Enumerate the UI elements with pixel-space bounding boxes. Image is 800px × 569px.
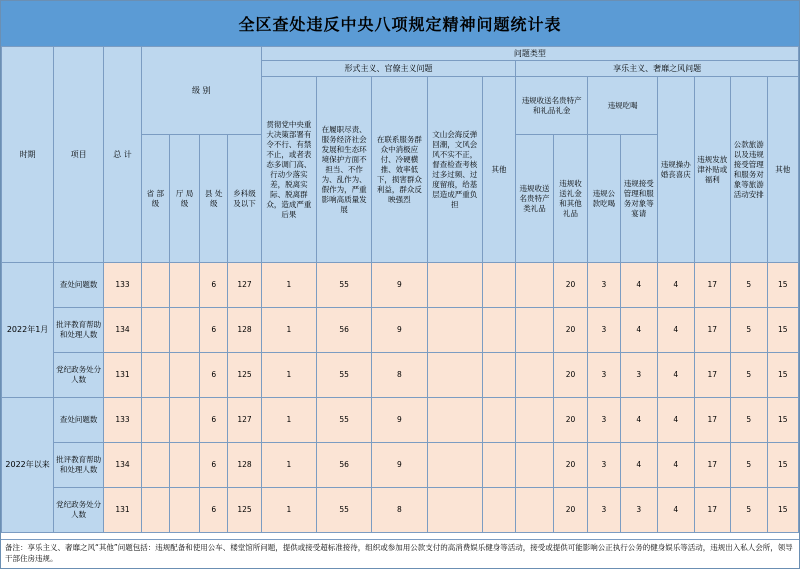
data-cell: 6 [200,263,228,308]
data-cell: 20 [553,443,587,488]
header-formalism-3: 在联系服务群众中消极应付、冷硬横推、效率低下，损害群众利益，群众反映强烈 [372,77,427,263]
header-problem-type: 问题类型 [261,47,798,61]
table-row [2,353,799,398]
data-cell [169,398,199,443]
data-cell [516,443,554,488]
header-allowances: 违规发放津补贴或福利 [694,77,731,263]
header-formalism-1: 贯彻党中央重大决策部署有令不行、有禁不止，或者表态多调门高、行动少落实差，脱离实际、脱离群众，造成严重后果 [261,77,316,263]
sheet-title: 全区查处违反中央八项规定精神问题统计表 [1,1,799,47]
data-cell: 6 [200,443,228,488]
data-cell: 4 [620,308,658,353]
data-cell: 55 [317,488,372,533]
row-item-label: 批评教育帮助和处理人数 [54,443,104,488]
data-cell: 20 [553,263,587,308]
data-cell: 15 [767,308,798,353]
data-cell: 3 [588,398,620,443]
header-weddings-funerals: 违规操办婚丧喜庆 [658,77,695,263]
data-cell [482,398,515,443]
data-cell [516,308,554,353]
data-cell: 55 [317,398,372,443]
data-cell: 3 [620,353,658,398]
data-cell: 17 [694,488,731,533]
data-cell: 3 [588,308,620,353]
data-cell: 17 [694,443,731,488]
data-cell: 4 [658,443,695,488]
period-label: 2022年以来 [2,398,54,533]
row-item-label: 查处问题数 [54,263,104,308]
header-dining-public: 违规公款吃喝 [588,135,620,263]
data-cell: 1 [261,263,316,308]
header-period: 时期 [2,47,54,263]
header-gifts-group: 违规收送名贵特产和礼品礼金 [516,77,588,135]
data-cell [141,353,169,398]
data-cell: 5 [731,443,768,488]
data-cell: 8 [372,488,427,533]
data-cell: 131 [104,488,142,533]
data-cell: 131 [104,353,142,398]
data-cell: 4 [658,398,695,443]
data-cell [482,488,515,533]
data-cell [482,308,515,353]
row-item-label: 党纪政务处分人数 [54,488,104,533]
data-cell: 5 [731,308,768,353]
data-cell: 8 [372,353,427,398]
data-cell [141,398,169,443]
row-item-label: 查处问题数 [54,398,104,443]
period-label: 2022年1月 [2,263,54,398]
table-row [2,398,799,443]
data-cell: 127 [228,263,261,308]
data-cell [427,398,482,443]
data-cell: 4 [658,353,695,398]
data-cell: 20 [553,398,587,443]
header-dining-group: 违规吃喝 [588,77,658,135]
data-cell: 4 [658,263,695,308]
header-formalism: 形式主义、官僚主义问题 [261,61,516,77]
data-cell: 15 [767,443,798,488]
data-cell: 1 [261,308,316,353]
data-cell [427,443,482,488]
data-cell: 9 [372,398,427,443]
header-level-province: 省 部 级 [141,135,169,263]
data-cell: 6 [200,398,228,443]
data-cell: 20 [553,308,587,353]
header-item: 项目 [54,47,104,263]
header-formalism-other: 其他 [482,77,515,263]
data-cell: 1 [261,398,316,443]
data-cell: 1 [261,353,316,398]
data-cell: 17 [694,308,731,353]
data-cell: 55 [317,353,372,398]
header-gifts-cash: 违规收送礼金和其他礼品 [553,135,587,263]
table-row [2,443,799,488]
header-level: 级 别 [141,47,261,135]
data-cell [141,488,169,533]
footnote: 备注：享乐主义、奢靡之风“其他”问题包括：违规配备和使用公车、楼堂馆所问题，提供或接受超标准接待，组织或参加用公款支付的高消费娱乐健身等活动，接受或提供可能影响公正执行公务的健身娱乐等活动，违规出入私人会所，领导干部住房违规。 [1,539,799,568]
header-tourism: 公款旅游以及违规接受管理和服务对象等旅游活动安排 [731,77,768,263]
data-cell [482,263,515,308]
data-cell [516,353,554,398]
data-cell: 5 [731,263,768,308]
data-cell [427,488,482,533]
data-cell [141,308,169,353]
data-cell: 6 [200,308,228,353]
data-cell [427,263,482,308]
data-cell: 9 [372,308,427,353]
header-level-township: 乡科级及以下 [228,135,261,263]
data-cell [169,353,199,398]
table-row [2,488,799,533]
data-cell [516,488,554,533]
data-cell: 20 [553,488,587,533]
table-row [2,263,799,308]
data-cell: 15 [767,488,798,533]
header-gifts-specialty: 违规收送名贵特产类礼品 [516,135,554,263]
data-cell: 15 [767,398,798,443]
data-cell: 134 [104,308,142,353]
header-total: 总 计 [104,47,142,263]
data-cell: 5 [731,353,768,398]
data-cell: 3 [588,443,620,488]
data-cell: 17 [694,398,731,443]
data-cell: 133 [104,398,142,443]
row-item-label: 党纪政务处分人数 [54,353,104,398]
data-cell [169,308,199,353]
data-cell: 17 [694,353,731,398]
data-cell: 15 [767,263,798,308]
data-cell [169,488,199,533]
data-cell: 127 [228,398,261,443]
data-cell: 3 [588,353,620,398]
data-cell: 4 [620,263,658,308]
data-cell: 134 [104,443,142,488]
data-cell: 20 [553,353,587,398]
data-cell: 4 [658,308,695,353]
data-cell: 5 [731,398,768,443]
data-cell: 1 [261,443,316,488]
data-cell: 9 [372,443,427,488]
data-cell: 17 [694,263,731,308]
data-cell [427,308,482,353]
data-cell: 56 [317,443,372,488]
data-cell [141,263,169,308]
data-cell: 133 [104,263,142,308]
row-item-label: 批评教育帮助和处理人数 [54,308,104,353]
data-cell: 128 [228,308,261,353]
data-cell [482,443,515,488]
data-cell: 9 [372,263,427,308]
data-cell: 1 [261,488,316,533]
data-cell: 4 [658,488,695,533]
header-level-county: 县 处 级 [200,135,228,263]
data-cell [516,263,554,308]
data-cell: 125 [228,488,261,533]
data-cell [169,263,199,308]
data-cell [141,443,169,488]
header-dining-banquet: 违规接受管理和服务对象等宴请 [620,135,658,263]
data-cell: 6 [200,488,228,533]
header-formalism-2: 在履职尽责、服务经济社会发展和生态环境保护方面不担当、不作为、乱作为、假作为，严重影响高质量发展 [317,77,372,263]
data-cell [169,443,199,488]
data-cell: 4 [620,443,658,488]
data-cell: 3 [620,488,658,533]
data-cell: 55 [317,263,372,308]
header-formalism-4: 文山会海反弹回潮，文风会风不实不正，督查检查考核过多过频、过度留痕，给基层造成严重负担 [427,77,482,263]
data-cell: 3 [588,263,620,308]
statistics-table [1,46,799,533]
header-level-bureau: 厅 局 级 [169,135,199,263]
header-hedonism: 享乐主义、奢靡之风问题 [516,61,799,77]
table-row [2,308,799,353]
header-hedonism-other: 其他 [767,77,798,263]
data-cell [482,353,515,398]
data-cell [427,353,482,398]
data-cell: 3 [588,488,620,533]
data-cell: 5 [731,488,768,533]
data-cell: 125 [228,353,261,398]
data-cell: 15 [767,353,798,398]
table-body [2,263,799,533]
data-cell [516,398,554,443]
data-cell: 128 [228,443,261,488]
data-cell: 6 [200,353,228,398]
data-cell: 56 [317,308,372,353]
data-cell: 4 [620,398,658,443]
